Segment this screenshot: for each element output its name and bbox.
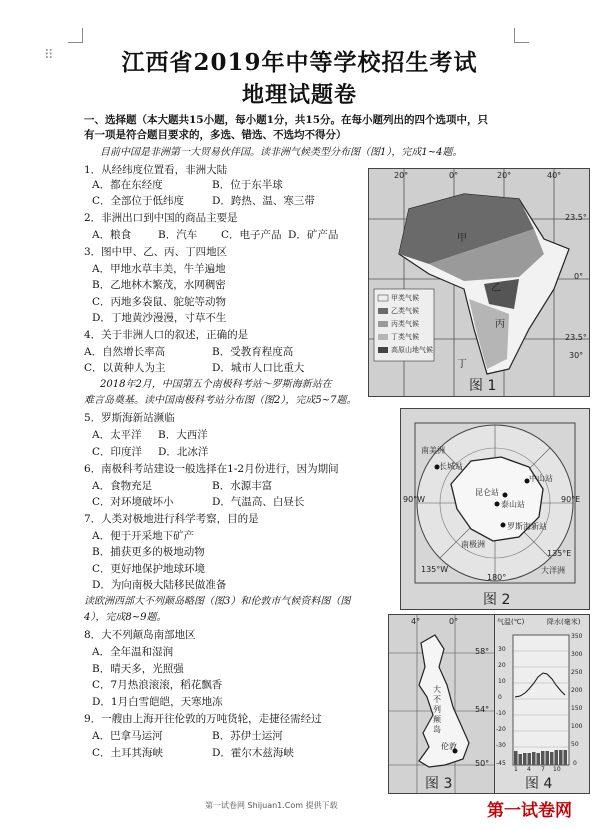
option: B．乙地林木繁茂，水网稠密 xyxy=(92,279,226,291)
figure-caption: 图 2 xyxy=(483,592,511,608)
meridian-label: 135°W xyxy=(421,565,449,574)
station-label-great-wall: 长城站 xyxy=(439,462,463,471)
longitude-label: 4° xyxy=(411,617,421,626)
y-tick: -10 xyxy=(496,710,506,717)
option: D．跨热、温、寒三带 xyxy=(212,195,315,207)
y-tick: 20 xyxy=(498,662,506,669)
option: A．都在东经度 xyxy=(92,179,163,191)
figure-caption: 图 1 xyxy=(469,378,497,394)
region-label-ding: 丁 xyxy=(457,359,467,370)
y-tick: 30 xyxy=(498,646,506,653)
continent-label: 南极洲 xyxy=(461,540,485,549)
option: D．城市人口比重大 xyxy=(212,362,305,374)
margin-corner-mark xyxy=(68,28,83,43)
question: 1．从经纬度位置看，非洲大陆 xyxy=(84,164,228,176)
precip-tick: 100 xyxy=(571,723,583,730)
region-label-yi: 乙 xyxy=(491,283,501,294)
option: A．粮食 xyxy=(92,229,132,241)
option: A．巴拿马运河 xyxy=(92,730,163,742)
latitude-label: 54° xyxy=(475,705,490,714)
month-tick: 4 xyxy=(527,766,531,773)
question: 8．大不列颠岛南部地区 xyxy=(84,629,196,641)
station-label-ross-sea: 罗斯海新站 xyxy=(507,522,547,531)
option: C．以黄种人为主 xyxy=(84,362,166,374)
option: B．苏伊士运河 xyxy=(212,730,283,742)
y-tick: -30 xyxy=(496,742,506,749)
option: C．7月热浪滚滚，稻花飘香 xyxy=(92,679,223,691)
latitude-label: 0° xyxy=(574,272,584,281)
y-tick: -45 xyxy=(496,760,506,767)
y-tick: 10 xyxy=(498,678,506,685)
exam-subtitle: 地理试题卷 xyxy=(241,83,357,108)
option: B．捕获更多的极地动物 xyxy=(92,546,205,558)
station-label-taishan: 泰山站 xyxy=(501,500,525,509)
intro-text: 4），完成8~9题。 xyxy=(84,612,167,623)
option: C．更好地保护地球环境 xyxy=(92,563,206,575)
option: D．霍尔木兹海峡 xyxy=(212,747,294,759)
latitude-label: 30° xyxy=(569,351,584,360)
precip-tick: 300 xyxy=(571,651,583,658)
latitude-label: 50° xyxy=(475,759,490,768)
figure-1-africa-map xyxy=(368,168,590,397)
meridian-label: 135°E xyxy=(547,549,572,558)
meridian-label: 90°E xyxy=(561,495,581,504)
latitude-label: 23.5° xyxy=(565,213,587,222)
option: B．大西洋 xyxy=(158,429,208,441)
longitude-label: 40° xyxy=(547,171,562,180)
legend-item: 丁类气候 xyxy=(391,333,419,341)
longitude-label: 0° xyxy=(449,617,459,626)
option: A．全年温和湿润 xyxy=(92,646,174,658)
figure-4-climate-chart xyxy=(494,614,590,794)
question: 7．人类对极地进行科学考察，目的是 xyxy=(84,513,259,525)
latitude-label: 58° xyxy=(475,647,490,656)
brand-watermark[interactable]: 第一试卷网 xyxy=(487,801,572,821)
continent-label: 大洋洲 xyxy=(541,566,565,575)
question: 6．南极科考站建设一般选择在1-2月份进行，因为期间 xyxy=(84,463,339,475)
option: B．晴天多，光照强 xyxy=(92,663,184,675)
option: A．太平洋 xyxy=(92,429,142,441)
option: B．位于东半球 xyxy=(212,179,283,191)
option: C．土耳其海峡 xyxy=(92,747,164,759)
figure-caption: 图 3 xyxy=(425,776,453,792)
option: D．为向南极大陆移民做准备 xyxy=(92,579,227,591)
precip-tick: 150 xyxy=(571,705,583,712)
region-label-jia: 甲 xyxy=(457,233,467,244)
station-label-zhongshan: 中山站 xyxy=(529,474,553,483)
question: 2．非洲出口到中国的商品主要是 xyxy=(84,212,238,224)
intro-text: 目前中国是非洲第一大贸易伙伴国。读非洲气候类型分布图（图1），完成1~4题。 xyxy=(100,147,463,158)
city-label-london: 伦敦 xyxy=(441,742,457,751)
section-heading: 一、选择题（本大题共15小题，每小题1分，共15分。在每小题列出的四个选项中，只 xyxy=(84,114,489,126)
footer-source: 第一试卷网 Shijuan1.Com 提供下载 xyxy=(205,801,338,810)
option: C．对环境破坏小 xyxy=(92,496,174,508)
option: B．受教育程度高 xyxy=(212,346,294,358)
legend-item: 乙类气候 xyxy=(391,307,419,315)
option: C．电子产品 xyxy=(221,229,282,241)
precip-tick: 50 xyxy=(571,741,579,748)
intro-text: 难言岛奠基。读中国南极科考站分布图（图2），完成5~7题。 xyxy=(84,395,357,406)
option: D．1月白雪皑皑，天寒地冻 xyxy=(92,696,223,708)
option: D．丁地黄沙漫漫，寸草不生 xyxy=(92,312,227,324)
legend-item: 高原山地气候 xyxy=(391,346,433,354)
precip-tick: 200 xyxy=(571,687,583,694)
option: A．自然增长率高 xyxy=(84,346,166,358)
option: D．北冰洋 xyxy=(158,446,209,458)
margin-corner-mark xyxy=(514,28,529,43)
region-label-bing: 丙 xyxy=(495,319,505,330)
exam-title: 江西省2019年中等学校招生考试 xyxy=(121,49,478,76)
question: 4．关于非洲人口的叙述，正确的是 xyxy=(84,329,249,341)
month-tick: 7 xyxy=(541,766,545,773)
question: 3．图中甲、乙、丙、丁四地区 xyxy=(84,246,228,258)
section-heading-cont: 有一项是符合题目要求的，多选、错选、不选均不得分） xyxy=(84,129,347,141)
option: C．丙地多袋鼠、鸵鸵等动物 xyxy=(92,296,227,308)
figure-caption: 图 4 xyxy=(525,776,553,792)
y-tick: -20 xyxy=(496,726,506,733)
longitude-label: 0° xyxy=(449,171,459,180)
option: B．汽车 xyxy=(158,229,198,241)
precip-tick: 0 xyxy=(573,760,577,767)
meridian-label: 180° xyxy=(487,573,507,582)
month-tick: 10 xyxy=(553,766,561,773)
temperature-axis-title: 气温(℃) xyxy=(497,618,525,626)
option: A．甲地水草丰美，牛羊遍地 xyxy=(92,263,226,275)
station-label-kunlun: 昆仑站 xyxy=(475,488,499,497)
africa-map-graphic xyxy=(369,169,589,396)
meridian-label: 90°W xyxy=(403,495,426,504)
latitude-label: 23.5° xyxy=(565,333,587,342)
month-tick: 1 xyxy=(514,766,518,773)
option: C．印度洋 xyxy=(92,446,143,458)
longitude-label: 20° xyxy=(497,171,512,180)
y-tick: 0 xyxy=(498,694,502,701)
precip-tick: 250 xyxy=(571,669,583,676)
precip-tick: 350 xyxy=(571,633,583,640)
question: 9．一艘由上海开往伦敦的万吨货轮，走捷径需经过 xyxy=(84,713,322,725)
continent-label: 南美洲 xyxy=(421,446,445,455)
figure-3-britain-map xyxy=(388,614,495,794)
question: 5．罗斯海新站濒临 xyxy=(84,412,175,424)
option: C．全部位于低纬度 xyxy=(92,195,185,207)
precipitation-axis-title: 降水(毫米) xyxy=(547,618,581,626)
island-label: 大不列颠岛 xyxy=(433,685,441,734)
figure-2-antarctica-map xyxy=(400,408,590,610)
option: D．气温高、白昼长 xyxy=(212,496,305,508)
option: B．水源丰富 xyxy=(212,480,273,492)
legend-item: 丙类气候 xyxy=(391,320,419,328)
intro-text: 2018年2月，中国第五个南极科考站～罗斯海新站在 xyxy=(100,379,332,390)
intro-text: 读欧洲西部大不列颠岛略图（图3）和伦敦市气候资料图（图 xyxy=(84,596,351,607)
option: D．矿产品 xyxy=(288,229,339,241)
longitude-label: 20° xyxy=(394,171,409,180)
option: A．便于开采地下矿产 xyxy=(92,530,195,542)
drag-handle-icon[interactable]: ⠿ xyxy=(44,48,52,63)
legend-item: 甲类气候 xyxy=(391,294,419,302)
option: A．食物充足 xyxy=(92,480,153,492)
